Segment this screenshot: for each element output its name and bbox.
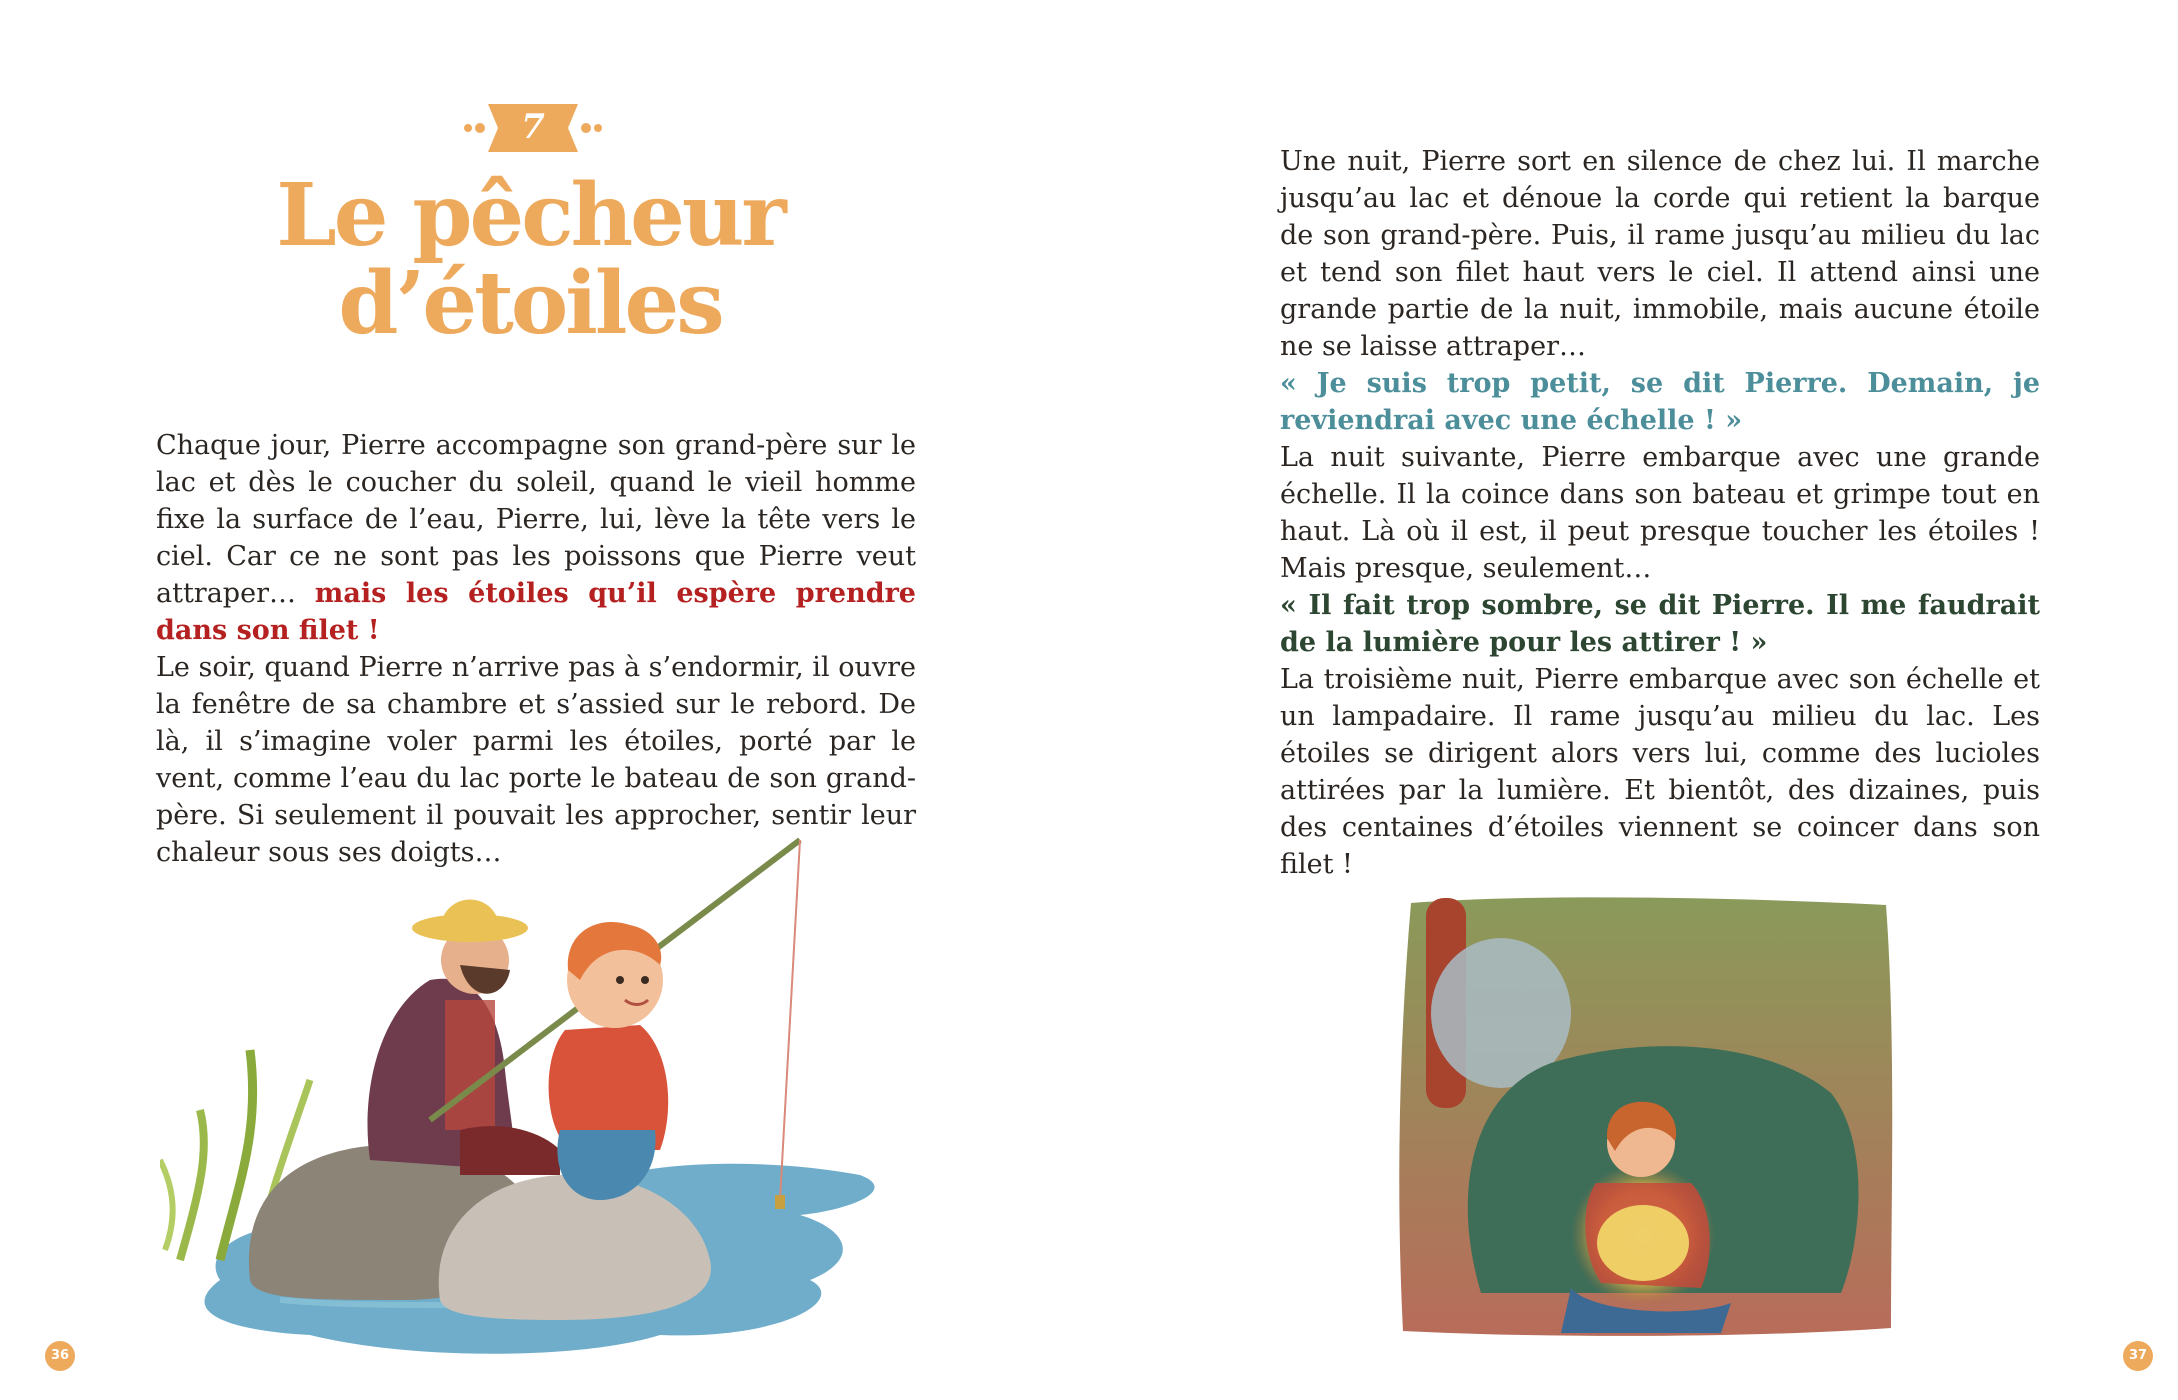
paragraph-text: Chaque jour, Pierre accompagne son grand-père sur le lac et dès le coucher du soleil, quand le vieil homme fixe la surface de l’eau, Pierre, lui, lève la tête vers le ciel. Car ce ne sont pas les poissons que Pierre veut attraper… [156, 430, 916, 609]
paragraph: Une nuit, Pierre sort en silence de chez lui. Il marche jusqu’au lac et dénoue la corde qui retient la barque de son grand-père. Puis, il rame jusqu’au milieu du lac et tend son filet haut vers le ciel. Il attend ainsi une grande partie de la nuit, immobile, mais aucune étoile ne se laisse attraper… [1280, 146, 2040, 362]
chapter-number: 7 [521, 107, 545, 147]
chapter-badge [462, 100, 604, 156]
right-page [1089, 0, 2178, 1400]
page-number-right: 37 [2123, 1341, 2153, 1371]
chapter-title [240, 165, 820, 354]
fishing-illustration [160, 830, 900, 1370]
chapter-title-line-1: Le pêcheur [276, 165, 784, 266]
right-body-text [1280, 143, 2040, 883]
chapter-title-line-2: d’étoiles [338, 253, 722, 354]
quote-green: « Il fait trop sombre, se dit Pierre. Il me faudrait de la lumière pour les attirer ! » [1280, 590, 2040, 658]
paragraph: La troisième nuit, Pierre embarque avec son échelle et un lampadaire. Il rame jusqu’au milieu du lac. Les étoiles se dirigent alors vers lui, comme des lucioles attirées par la lumière. Et bientôt, des dizaines, puis des centaines d’étoiles viennent se coincer dans son filet ! [1280, 664, 2040, 880]
paragraph: La nuit suivante, Pierre embarque avec une grande échelle. Il la coince dans son bateau et grimpe tout en haut. Là où il est, il peut presque toucher les étoiles ! Mais presque, seulement… [1280, 442, 2040, 584]
page-number-left: 36 [45, 1341, 75, 1371]
quote-teal: « Je suis trop petit, se dit Pierre. Demain, je reviendrai avec une échelle ! » [1280, 368, 2040, 436]
paragraph [156, 427, 916, 649]
left-body-text [156, 427, 916, 871]
paragraph: Le soir, quand Pierre n’arrive pas à s’endormir, il ouvre la fenêtre de sa chambre et s’assied sur le rebord. De là, il s’imagine voler parmi les étoiles, porté par le vent, comme l’eau du lac porte le bateau de son grand-père. Si seulement il pouvait les approcher, sentir leur chaleur sous ses doigts… [156, 652, 916, 868]
emphasis-red: mais les étoiles qu’il espère prendre dans son filet ! [156, 578, 916, 646]
glowing-net-illustration [1391, 893, 1899, 1341]
